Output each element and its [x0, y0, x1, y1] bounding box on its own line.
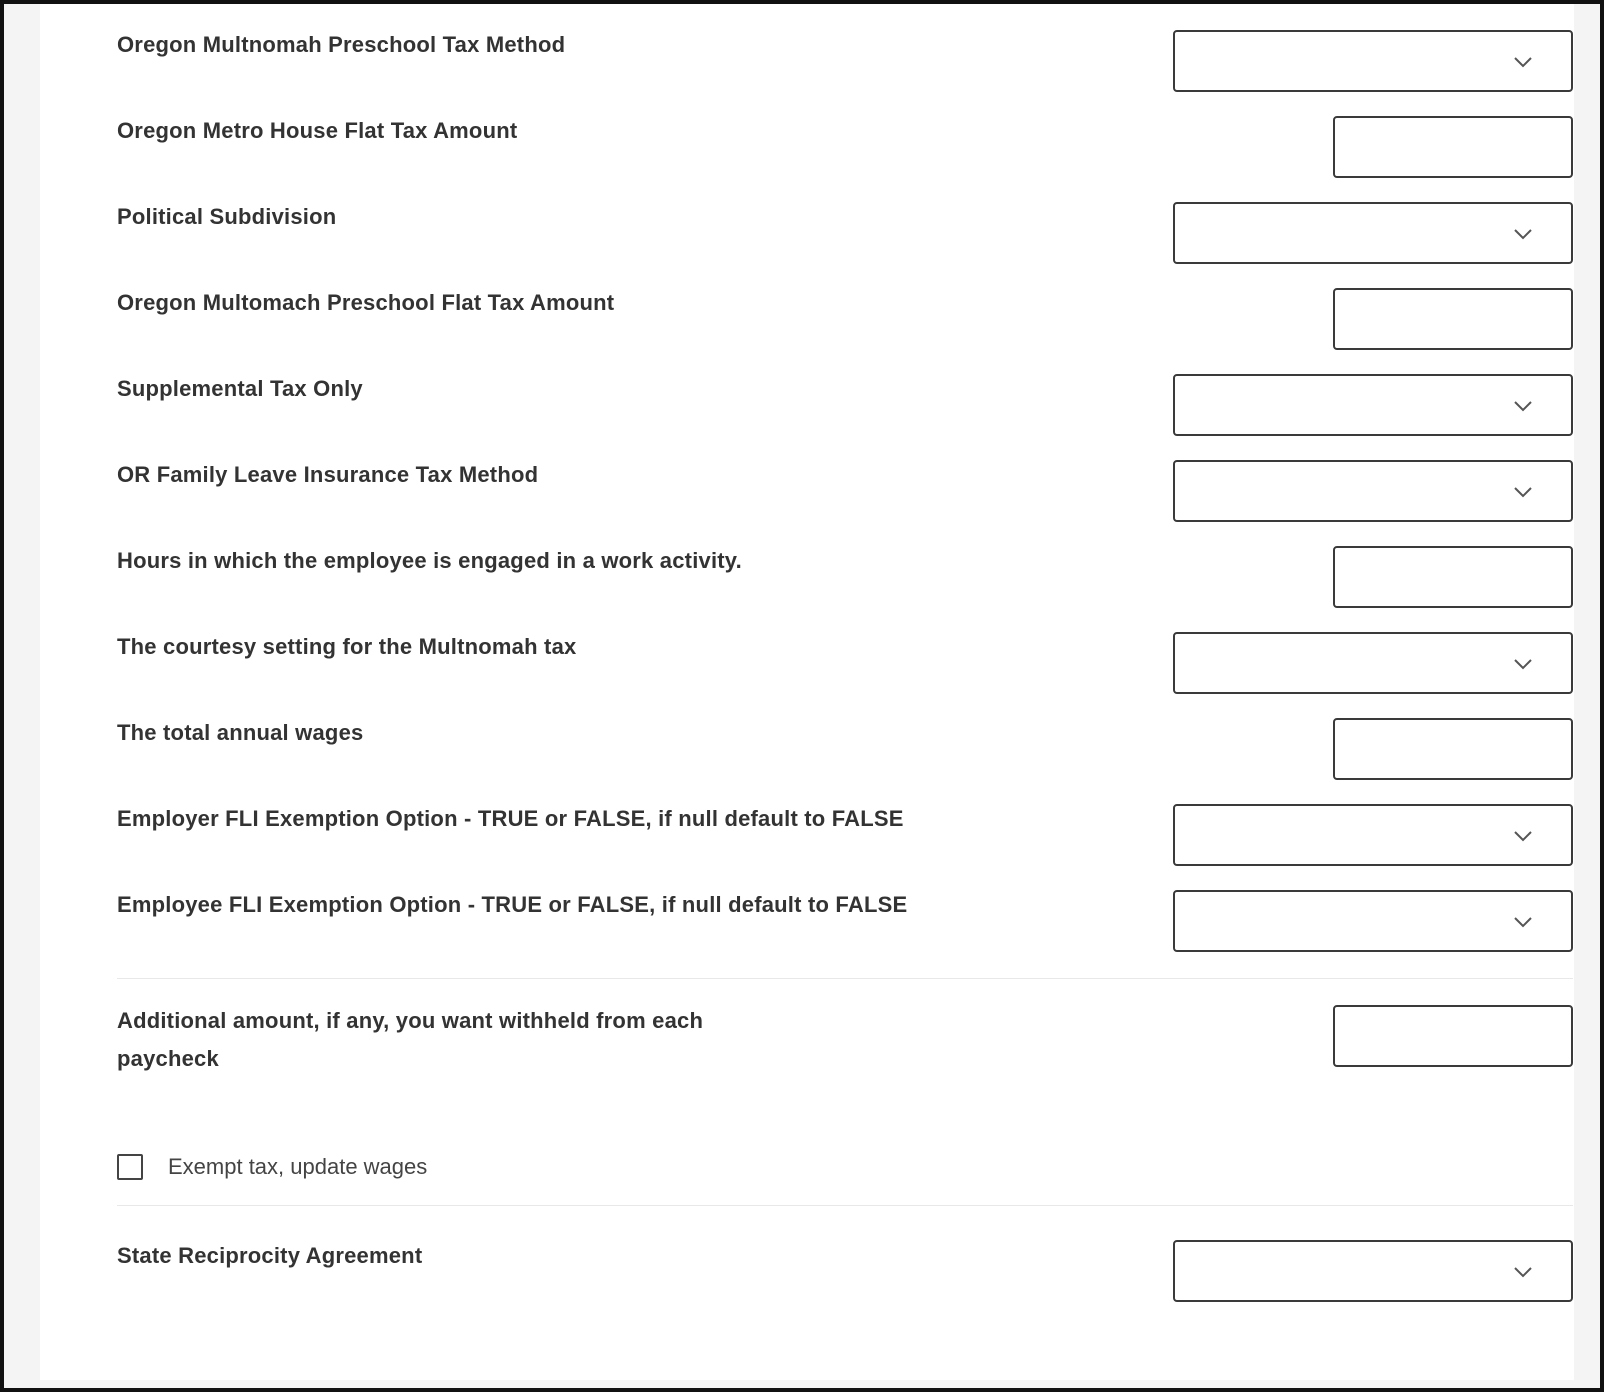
state-reciprocity-agreement-select[interactable]	[1173, 1240, 1573, 1302]
chevron-down-icon	[1511, 824, 1535, 848]
multomach-preschool-flat-tax-amount-input[interactable]	[1333, 288, 1573, 350]
additional-withholding-input[interactable]	[1333, 1005, 1573, 1067]
field-label-additional-withholding: Additional amount, if any, you want withheld from each paycheck	[117, 1008, 704, 1071]
metro-house-flat-tax-amount-input[interactable]	[1333, 116, 1573, 178]
field-label-metro-house-flat-tax-amount: Oregon Metro House Flat Tax Amount	[117, 118, 518, 143]
exempt-tax-checkbox[interactable]	[117, 1154, 143, 1180]
multnomah-preschool-tax-method-select[interactable]	[1173, 30, 1573, 92]
chevron-down-icon	[1511, 50, 1535, 74]
field-label-employer-fli-exemption: Employer FLI Exemption Option - TRUE or FALSE, if null default to FALSE	[117, 806, 904, 831]
field-label-multnomah-courtesy-setting: The courtesy setting for the Multnomah tax	[117, 634, 577, 659]
field-label-work-activity-hours: Hours in which the employee is engaged in a work activity.	[117, 548, 742, 573]
employer-fli-exemption-select[interactable]	[1173, 804, 1573, 866]
field-label-political-subdivision: Political Subdivision	[117, 204, 337, 229]
section-divider	[117, 1205, 1573, 1206]
chevron-down-icon	[1511, 222, 1535, 246]
tax-settings-form	[40, 4, 1574, 1380]
employee-fli-exemption-select[interactable]	[1173, 890, 1573, 952]
work-activity-hours-input[interactable]	[1333, 546, 1573, 608]
chevron-down-icon	[1511, 910, 1535, 934]
chevron-down-icon	[1511, 394, 1535, 418]
family-leave-insurance-tax-method-select[interactable]	[1173, 460, 1573, 522]
total-annual-wages-input[interactable]	[1333, 718, 1573, 780]
political-subdivision-select[interactable]	[1173, 202, 1573, 264]
field-label-state-reciprocity-agreement: State Reciprocity Agreement	[117, 1243, 423, 1268]
field-label-supplemental-tax-only: Supplemental Tax Only	[117, 376, 363, 401]
field-label-multomach-preschool-flat-tax-amount: Oregon Multomach Preschool Flat Tax Amount	[117, 290, 615, 315]
field-label-multnomah-preschool-tax-method: Oregon Multnomah Preschool Tax Method	[117, 32, 566, 57]
supplemental-tax-only-select[interactable]	[1173, 374, 1573, 436]
chevron-down-icon	[1511, 652, 1535, 676]
field-label-employee-fli-exemption: Employee FLI Exemption Option - TRUE or FALSE, if null default to FALSE	[117, 892, 908, 917]
multnomah-courtesy-setting-select[interactable]	[1173, 632, 1573, 694]
field-label-total-annual-wages: The total annual wages	[117, 720, 364, 745]
chevron-down-icon	[1511, 1260, 1535, 1284]
chevron-down-icon	[1511, 480, 1535, 504]
section-divider	[117, 978, 1573, 979]
field-label-family-leave-insurance-tax-method: OR Family Leave Insurance Tax Method	[117, 462, 539, 487]
exempt-tax-checkbox-label[interactable]: Exempt tax, update wages	[168, 1154, 428, 1179]
